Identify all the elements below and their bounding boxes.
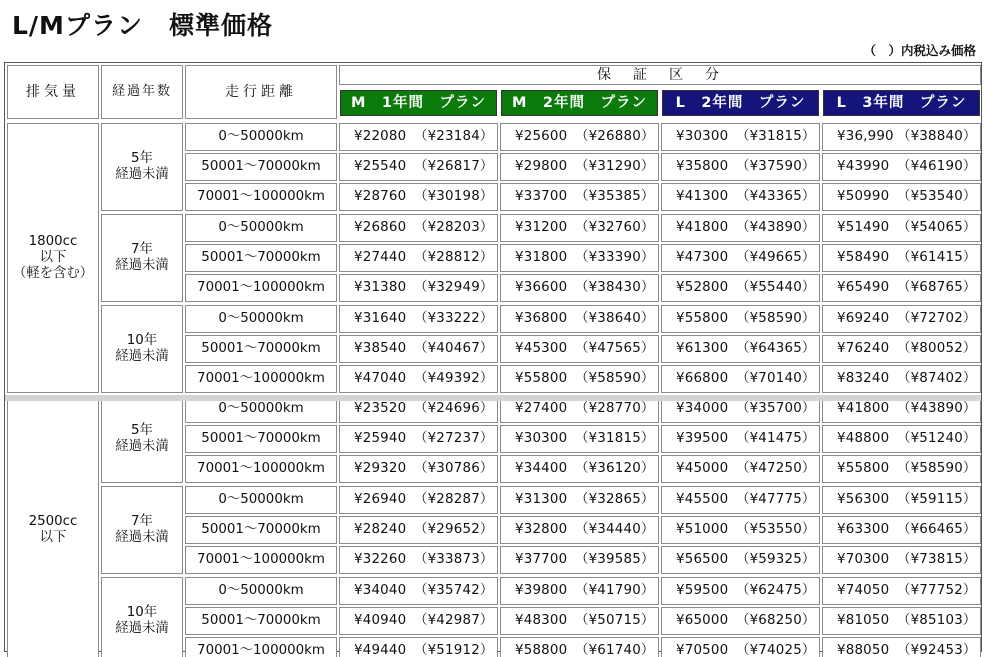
price-excl-tax: ¥36600 [515,280,568,295]
price-excl-tax: ¥59500 [676,583,729,598]
price-excl-tax: ¥43990 [837,159,890,174]
price-incl-tax: （¥58590） [897,461,977,476]
price-cell [822,486,981,514]
price-cell [822,123,981,151]
distance-label: 50001～70000km [201,613,321,628]
price-incl-tax: （¥74025） [736,643,816,657]
price-excl-tax: ¥51000 [676,522,729,537]
price-cell [822,214,981,242]
price-incl-tax: （¥87402） [897,371,977,386]
distance-label: 0～50000km [218,220,304,235]
price-excl-tax: ¥76240 [837,341,890,356]
displacement-line: 以下 [39,530,67,545]
price-incl-tax: （¥72702） [897,311,977,326]
price-cell [500,516,659,544]
distance-label: 70001～100000km [197,189,325,204]
price-excl-tax: ¥34040 [354,583,407,598]
price-incl-tax: （¥27237） [414,431,494,446]
price-incl-tax: （¥59115） [897,492,977,507]
displacement-cell [7,123,99,393]
tax-note: （ ）内税込み価格 [863,43,976,58]
price-cell [339,365,498,393]
price-incl-tax: （¥58590） [575,371,655,386]
plan-label: M 2年間 プラン [511,95,648,111]
distance-cell [185,365,337,393]
distance-label: 70001～100000km [197,280,325,295]
price-cell [822,425,981,453]
price-cell [661,335,820,363]
price-incl-tax: （¥37590） [736,159,816,174]
elapsed-years-line: 経過未満 [115,530,169,545]
price-excl-tax: ¥83240 [837,371,890,386]
price-cell [661,425,820,453]
price-cell [661,546,820,574]
distance-label: 50001～70000km [201,250,321,265]
price-incl-tax: （¥80052） [897,341,977,356]
price-incl-tax: （¥66465） [897,522,977,537]
price-cell [822,607,981,635]
price-excl-tax: ¥32260 [354,552,407,567]
price-incl-tax: （¥70140） [736,371,816,386]
price-incl-tax: （¥68250） [736,613,816,628]
distance-label: 50001～70000km [201,159,321,174]
price-cell [661,516,820,544]
price-excl-tax: ¥25940 [354,431,407,446]
price-incl-tax: （¥49392） [414,371,494,386]
price-excl-tax: ¥81050 [837,613,890,628]
price-excl-tax: ¥28760 [354,189,407,204]
elapsed-years-line: 5年 [131,423,153,438]
header-distance-label: 走行距離 [225,84,297,100]
price-cell [339,607,498,635]
price-cell [339,274,498,302]
price-cell [339,455,498,483]
distance-cell [185,546,337,574]
price-cell [822,183,981,211]
price-incl-tax: （¥32865） [575,492,655,507]
plan-header-1 [340,90,497,116]
price-incl-tax: （¥77752） [897,583,977,598]
price-incl-tax: （¥38640） [575,311,655,326]
distance-label: 0～50000km [218,401,304,416]
price-excl-tax: ¥66800 [676,371,729,386]
distance-cell [185,637,337,657]
price-cell [500,153,659,181]
price-cell [661,305,820,333]
price-excl-tax: ¥26860 [354,220,407,235]
price-excl-tax: ¥47040 [354,371,407,386]
page-title: L/Mプラン 標準価格 [12,11,273,40]
price-excl-tax: ¥25600 [515,129,568,144]
price-incl-tax: （¥36120） [575,461,655,476]
price-excl-tax: ¥36800 [515,311,568,326]
header-guarantee-label: 保 証 区 分 [597,67,723,83]
elapsed-years-line: 10年 [126,333,158,348]
price-excl-tax: ¥35800 [676,159,729,174]
price-excl-tax: ¥69240 [837,311,890,326]
price-incl-tax: （¥26880） [575,129,655,144]
price-excl-tax: ¥37700 [515,552,568,567]
price-incl-tax: （¥41790） [575,583,655,598]
plan-header-4 [823,90,980,116]
plan-label: L 3年間 プラン [836,95,967,111]
price-cell [339,214,498,242]
price-incl-tax: （¥32760） [575,220,655,235]
price-cell [339,183,498,211]
price-incl-tax: （¥35742） [414,583,494,598]
price-incl-tax: （¥58590） [736,311,816,326]
price-excl-tax: ¥41800 [837,401,890,416]
price-incl-tax: （¥55440） [736,280,816,295]
price-cell [339,516,498,544]
price-cell [661,577,820,605]
price-incl-tax: （¥33222） [414,311,494,326]
distance-cell [185,183,337,211]
price-cell [500,274,659,302]
price-cell [339,425,498,453]
price-excl-tax: ¥45000 [676,461,729,476]
price-incl-tax: （¥35385） [575,189,655,204]
distance-label: 70001～100000km [197,371,325,386]
distance-cell [185,425,337,453]
price-excl-tax: ¥88050 [837,643,890,657]
distance-cell [185,516,337,544]
price-cell [822,305,981,333]
price-excl-tax: ¥65000 [676,613,729,628]
price-incl-tax: （¥64365） [736,341,816,356]
price-excl-tax: ¥34400 [515,461,568,476]
price-incl-tax: （¥47250） [736,461,816,476]
elapsed-years-line: 経過未満 [115,258,169,273]
price-excl-tax: ¥31380 [354,280,407,295]
distance-cell [185,274,337,302]
price-cell [500,546,659,574]
displacement-line: 1800cc [28,234,78,249]
price-incl-tax: （¥62475） [736,583,816,598]
price-excl-tax: ¥55800 [676,311,729,326]
price-cell [661,365,820,393]
plan-label: L 2年間 プラン [675,95,806,111]
price-incl-tax: （¥38430） [575,280,655,295]
header-displacement-label: 排気量 [26,84,80,100]
price-cell [500,365,659,393]
price-cell [822,365,981,393]
displacement-line: 以下 [39,250,67,265]
price-cell [661,123,820,151]
distance-cell [185,244,337,272]
header-guarantee [339,65,981,85]
price-incl-tax: （¥26817） [414,159,494,174]
price-cell [661,455,820,483]
distance-cell [185,577,337,605]
displacement-line: 2500cc [28,514,78,529]
price-cell [500,335,659,363]
price-incl-tax: （¥54065） [897,220,977,235]
elapsed-years-line: 経過未満 [115,439,169,454]
price-incl-tax: （¥24696） [414,401,494,416]
price-excl-tax: ¥38540 [354,341,407,356]
distance-label: 0～50000km [218,492,304,507]
price-incl-tax: （¥85103） [897,613,977,628]
price-cell [500,183,659,211]
elapsed-years-cell [101,577,183,657]
price-excl-tax: ¥50990 [837,189,890,204]
price-cell [500,305,659,333]
price-cell [339,546,498,574]
displacement-line: （軽を含む） [12,266,94,281]
price-excl-tax: ¥31300 [515,492,568,507]
price-cell [822,274,981,302]
price-cell [339,577,498,605]
distance-cell [185,486,337,514]
elapsed-years-cell [101,123,183,211]
price-cell [500,425,659,453]
price-incl-tax: （¥30786） [414,461,494,476]
price-incl-tax: （¥73815） [897,552,977,567]
elapsed-years-line: 経過未満 [115,167,169,182]
price-cell [661,214,820,242]
price-cell [339,244,498,272]
price-incl-tax: （¥32949） [414,280,494,295]
elapsed-years-line: 7年 [131,514,153,529]
price-excl-tax: ¥30300 [676,129,729,144]
price-incl-tax: （¥47775） [736,492,816,507]
distance-label: 70001～100000km [197,552,325,567]
price-incl-tax: （¥49665） [736,250,816,265]
price-excl-tax: ¥45500 [676,492,729,507]
price-excl-tax: ¥26940 [354,492,407,507]
price-excl-tax: ¥55800 [515,371,568,386]
price-incl-tax: （¥28203） [414,220,494,235]
price-incl-tax: （¥33390） [575,250,655,265]
price-incl-tax: （¥43890） [897,401,977,416]
price-incl-tax: （¥51912） [414,643,494,657]
price-incl-tax: （¥31290） [575,159,655,174]
price-excl-tax: ¥70300 [837,552,890,567]
distance-label: 0～50000km [218,583,304,598]
price-excl-tax: ¥61300 [676,341,729,356]
price-cell [822,244,981,272]
price-incl-tax: （¥53550） [736,522,816,537]
price-incl-tax: （¥47565） [575,341,655,356]
price-cell [500,123,659,151]
price-cell [339,305,498,333]
plan-label: M 1年間 プラン [350,95,487,111]
price-incl-tax: （¥33873） [414,552,494,567]
price-incl-tax: （¥29652） [414,522,494,537]
distance-label: 50001～70000km [201,431,321,446]
price-excl-tax: ¥45300 [515,341,568,356]
price-cell [339,486,498,514]
price-excl-tax: ¥39800 [515,583,568,598]
price-excl-tax: ¥51490 [837,220,890,235]
distance-cell [185,455,337,483]
price-excl-tax: ¥34000 [676,401,729,416]
price-excl-tax: ¥27400 [515,401,568,416]
price-excl-tax: ¥29800 [515,159,568,174]
price-incl-tax: （¥28770） [575,401,655,416]
price-incl-tax: （¥68765） [897,280,977,295]
price-cell [500,455,659,483]
price-cell [500,244,659,272]
price-cell [339,153,498,181]
price-excl-tax: ¥22080 [354,129,407,144]
price-cell [822,546,981,574]
price-incl-tax: （¥43890） [736,220,816,235]
price-incl-tax: （¥35700） [736,401,816,416]
price-incl-tax: （¥92453） [897,643,977,657]
elapsed-years-cell [101,214,183,302]
elapsed-years-cell [101,486,183,574]
price-incl-tax: （¥31815） [575,431,655,446]
price-incl-tax: （¥59325） [736,552,816,567]
price-incl-tax: （¥46190） [897,159,977,174]
price-excl-tax: ¥52800 [676,280,729,295]
price-cell [339,637,498,657]
price-cell [822,153,981,181]
header-elapsed-years [101,65,183,119]
distance-cell [185,123,337,151]
price-cell [822,335,981,363]
price-excl-tax: ¥58800 [515,643,568,657]
price-cell [822,455,981,483]
header-elapsed-label: 経過年数 [111,84,172,99]
elapsed-years-line: 7年 [131,242,153,257]
price-excl-tax: ¥32800 [515,522,568,537]
distance-cell [185,214,337,242]
price-excl-tax: ¥58490 [837,250,890,265]
price-cell [500,486,659,514]
price-table [4,62,982,657]
price-excl-tax: ¥39500 [676,431,729,446]
price-incl-tax: （¥30198） [414,189,494,204]
displacement-cell [7,395,99,657]
price-cell [822,516,981,544]
price-incl-tax: （¥61415） [897,250,977,265]
price-cell [500,607,659,635]
distance-label: 50001～70000km [201,522,321,537]
price-excl-tax: ¥56300 [837,492,890,507]
price-cell [822,637,981,657]
price-cell [339,335,498,363]
price-incl-tax: （¥28812） [414,250,494,265]
price-excl-tax: ¥41800 [676,220,729,235]
distance-label: 0～50000km [218,311,304,326]
price-cell [661,274,820,302]
price-excl-tax: ¥31640 [354,311,407,326]
price-excl-tax: ¥36,990 [837,129,894,144]
price-excl-tax: ¥28240 [354,522,407,537]
section-divider [5,395,981,401]
price-cell [661,607,820,635]
price-cell [339,123,498,151]
price-excl-tax: ¥56500 [676,552,729,567]
price-cell [822,577,981,605]
elapsed-years-cell [101,395,183,483]
plan-header-2 [501,90,658,116]
price-excl-tax: ¥31200 [515,220,568,235]
elapsed-years-line: 経過未満 [115,621,169,636]
price-incl-tax: （¥40467） [414,341,494,356]
price-incl-tax: （¥41475） [736,431,816,446]
price-excl-tax: ¥63300 [837,522,890,537]
price-incl-tax: （¥28287） [414,492,494,507]
price-excl-tax: ¥27440 [354,250,407,265]
price-cell [661,153,820,181]
price-incl-tax: （¥31815） [736,129,816,144]
price-excl-tax: ¥47300 [676,250,729,265]
price-excl-tax: ¥48300 [515,613,568,628]
price-excl-tax: ¥40940 [354,613,407,628]
distance-label: 70001～100000km [197,643,325,657]
price-incl-tax: （¥23184） [414,129,494,144]
price-excl-tax: ¥74050 [837,583,890,598]
price-cell [661,486,820,514]
elapsed-years-line: 経過未満 [115,349,169,364]
price-cell [500,214,659,242]
price-excl-tax: ¥25540 [354,159,407,174]
price-excl-tax: ¥70500 [676,643,729,657]
distance-cell [185,305,337,333]
price-cell [661,183,820,211]
price-excl-tax: ¥23520 [354,401,407,416]
header-displacement [7,65,99,119]
distance-label: 0～50000km [218,129,304,144]
elapsed-years-cell [101,305,183,393]
price-excl-tax: ¥29320 [354,461,407,476]
elapsed-years-line: 5年 [131,151,153,166]
price-cell [500,577,659,605]
price-incl-tax: （¥61740） [575,643,655,657]
price-incl-tax: （¥53540） [897,189,977,204]
price-excl-tax: ¥65490 [837,280,890,295]
price-incl-tax: （¥51240） [897,431,977,446]
plan-header-3 [662,90,819,116]
distance-cell [185,607,337,635]
header-distance [185,65,337,119]
price-incl-tax: （¥43365） [736,189,816,204]
distance-cell [185,335,337,363]
price-excl-tax: ¥31800 [515,250,568,265]
distance-cell [185,153,337,181]
elapsed-years-line: 10年 [126,605,158,620]
price-cell [500,637,659,657]
price-incl-tax: （¥42987） [414,613,494,628]
price-incl-tax: （¥38840） [897,129,977,144]
price-incl-tax: （¥39585） [575,552,655,567]
price-cell [661,637,820,657]
price-incl-tax: （¥50715） [575,613,655,628]
distance-label: 70001～100000km [197,461,325,476]
price-excl-tax: ¥33700 [515,189,568,204]
price-excl-tax: ¥41300 [676,189,729,204]
price-excl-tax: ¥48800 [837,431,890,446]
price-excl-tax: ¥30300 [515,431,568,446]
price-cell [661,244,820,272]
distance-label: 50001～70000km [201,341,321,356]
price-incl-tax: （¥34440） [575,522,655,537]
price-excl-tax: ¥55800 [837,461,890,476]
price-excl-tax: ¥49440 [354,643,407,657]
